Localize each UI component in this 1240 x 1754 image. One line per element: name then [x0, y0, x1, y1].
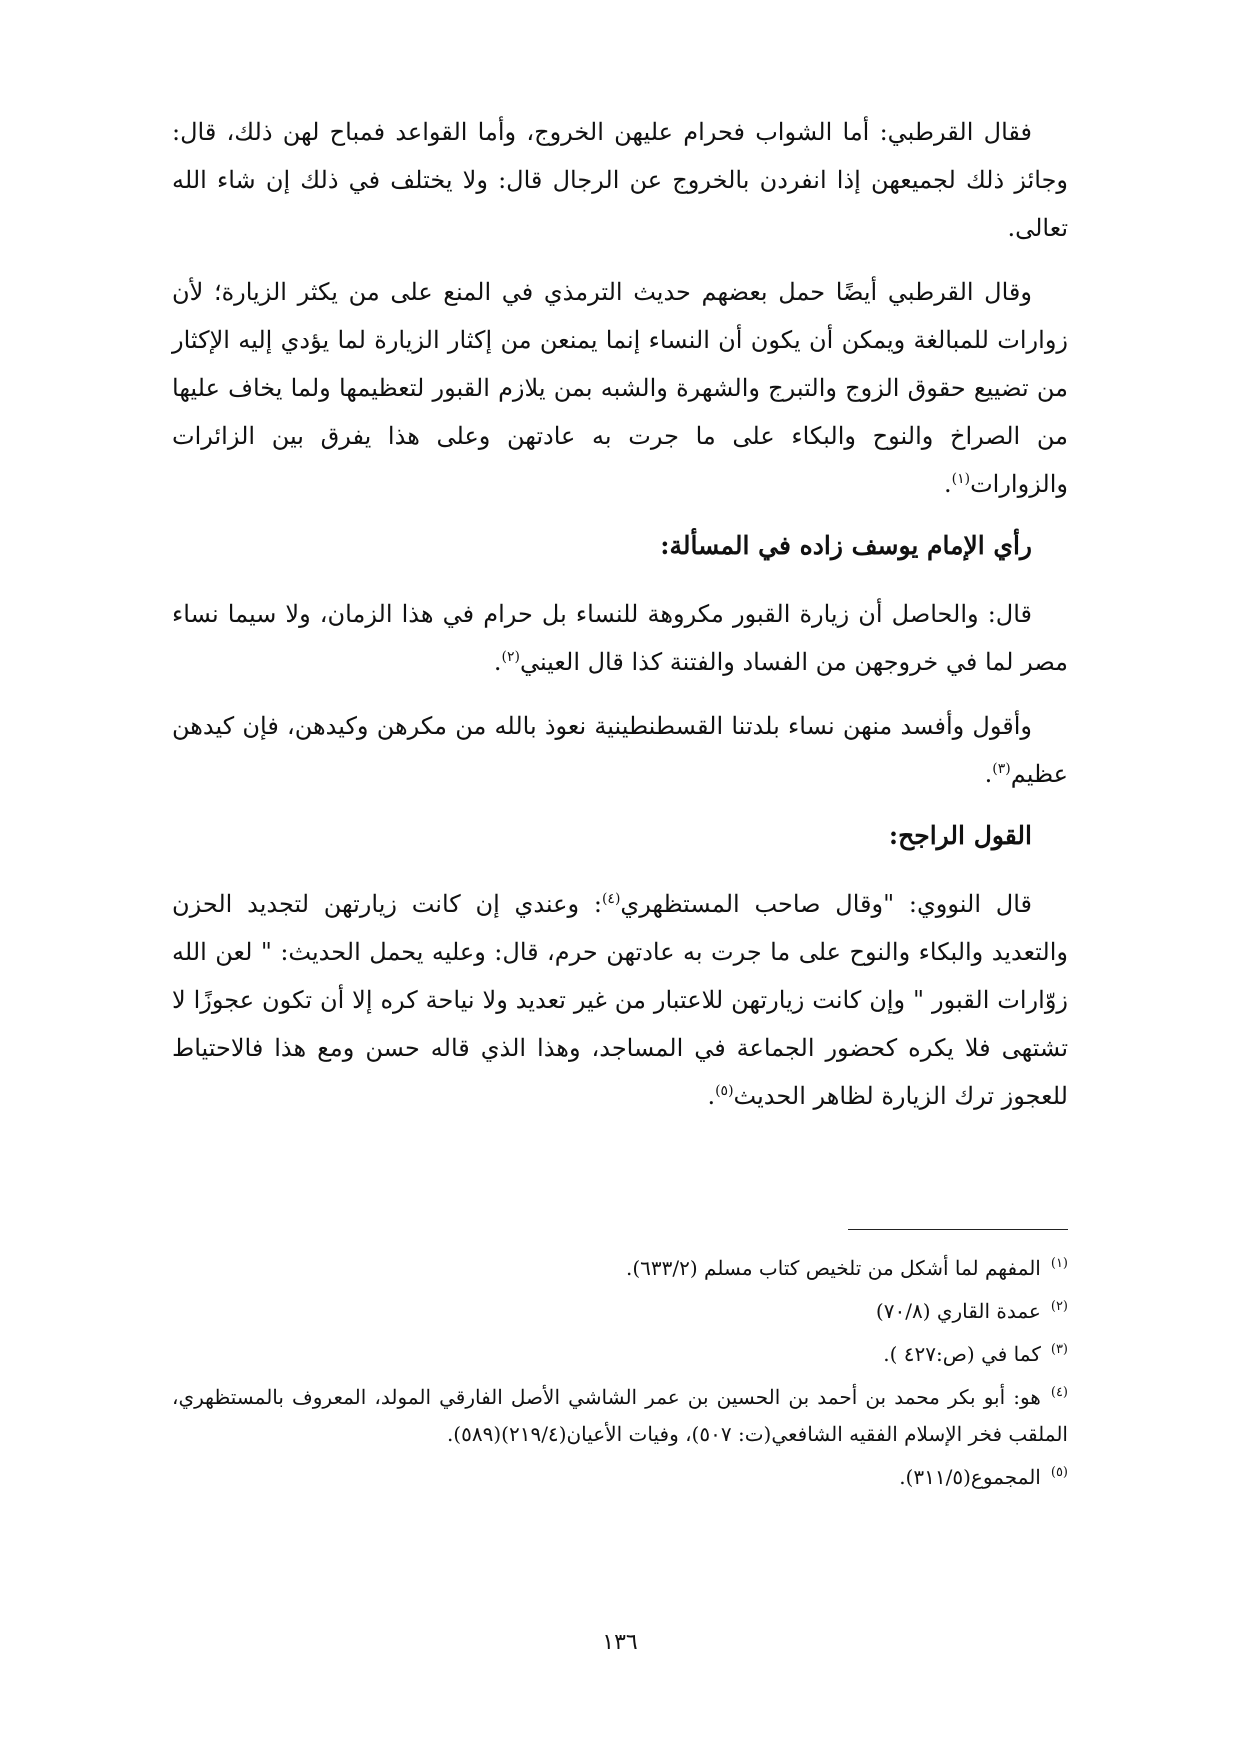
footnote-ref-5[interactable]: (٥) — [715, 1083, 734, 1099]
footnote-2: $^{(٢)}$عمدة القاري (٧٠/٨) — [875, 1299, 1068, 1323]
footnote-5: $^{(٥)}$المجموع(٣١١/٥). — [899, 1465, 1068, 1489]
footnote-number: (١) — [1050, 1256, 1068, 1272]
footnote-number: (٣) — [1050, 1342, 1068, 1358]
paragraph-nawawi: قال النووي: "وقال صاحب المستظهري$^{(٤)}$: وعندي إن كانت زيارتهن لتجديد الحزن والتعديد والبكاء والنوح على ما جرت به عادتهن حرم، قال: وعليه يحمل الحديث: " لعن الله زوّارات القبور " وإن كانت زيارتهن للاعتبار من غير تعديد ولا نياحة كره إلا أن تكون عجوزًا لا تشتهى فلا يكره كحضور الجماعة في المساجد، وهذا الذي قاله حسن ومع هذا فالاحتياط للعجوز ترك الزيارة لظاهر الحديث$^{(٥)}$. — [172, 890, 1068, 1110]
paragraph-yusuf-zadeh-2: وأقول وأفسد منهن نساء بلدتنا القسطنطينية نعوذ بالله من مكرهن وكيدهن، فإن كيدهن عظيم$^{(٣)}$. — [172, 712, 1068, 788]
footnote-number: (٢) — [1050, 1299, 1068, 1315]
footnote-ref-2[interactable]: (٢) — [501, 649, 520, 665]
footnote-divider — [848, 1229, 1068, 1230]
footnote-ref-1[interactable]: (١) — [951, 471, 971, 487]
main-text — [172, 108, 1068, 1136]
footnote-number: (٤) — [1050, 1385, 1068, 1401]
footnote-ref-4[interactable]: (٤) — [601, 891, 621, 907]
section-heading-yusuf-zadeh: رأي الإمام يوسف زاده في المسألة: — [660, 531, 1032, 560]
footnotes-section — [172, 1250, 1068, 1502]
section-heading-preferred-opinion: القول الراجح: — [888, 821, 1032, 850]
footnote-ref-3[interactable]: (٣) — [992, 761, 1011, 777]
footnote-1: $^{(١)}$المفهم لما أشكل من تلخيص كتاب مسلم (٦٣٣/٢). — [626, 1256, 1068, 1280]
paragraph-yusuf-zadeh-1: قال: والحاصل أن زيارة القبور مكروهة للنساء بل حرام في هذا الزمان، ولا سيما نساء مصر لما في خروجهن من الفساد والفتنة كذا قال العيني$^{(٢)}$. — [172, 600, 1068, 676]
page-number: ١٣٦ — [602, 1630, 638, 1655]
paragraph-qurtubi-2: وقال القرطبي أيضًا حمل بعضهم حديث الترمذي في المنع على من يكثر الزيارة؛ لأن زوارات للمبالغة ويمكن أن يكون أن النساء إنما يمنعن من إكثار الزيارة لما يؤدي إليه الإكثار من تضييع حقوق الزوج والتبرج والشهرة والشبه بمن يلازم القبور لتعظيمها ولما يخاف عليها من الصراخ والنوح والبكاء على ما جرت به عادتهن وعلى هذا يفرق بين الزائرات والزوارات$^{(١)}$. — [172, 278, 1068, 498]
footnote-number: (٥) — [1050, 1465, 1068, 1481]
paragraph-qurtubi-1: فقال القرطبي: أما الشواب فحرام عليهن الخروج، وأما القواعد فمباح لهن ذلك، قال: وجائز ذلك لجميعهن إذا انفردن بالخروج عن الرجال قال: ولا يختلف في ذلك إن شاء الله تعالى. — [172, 118, 1068, 242]
footnote-4: $^{(٤)}$هو: أبو بكر محمد بن أحمد بن الحسين بن عمر الشاشي الأصل الفارقي المولد، المعروف بالمستظهري، الملقب فخر الإسلام الفقيه الشافعي(ت: ٥٠٧)، وفيات الأعيان(٢١٩/٤)(٥٨٩). — [172, 1385, 1068, 1446]
footnote-3: $^{(٣)}$كما في (ص:٤٢٧ ). — [883, 1342, 1068, 1366]
